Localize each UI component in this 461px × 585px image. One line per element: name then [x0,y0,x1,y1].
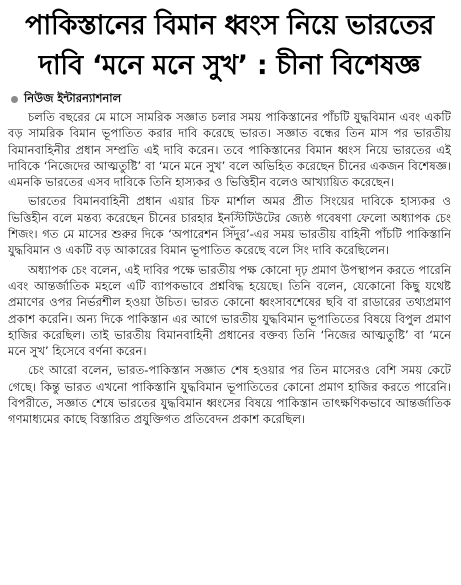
paragraph-1: চলতি বছরের মে মাসে সামরিক সজ্ঞাত চলার সময় পাকিস্তানের পাঁচটি যুদ্ধবিমান এবং একটি বড় সামরিক বিমান ভূপাতিত করার দাবি করেছে ভারত। সজ্ঞাত বন্ধের তিন মাস পর ভারতীয় বিমানবাহিনীর প্রধান সম্প্রতি এই দাবি করেন। তবে পাকিস্তানের বিমান ধ্বংস নিয়ে ভারতের এই দাবিকে ‘নিজেদের আত্মতুষ্টি’ বা ‘মনে মনে সুখ’ বলে অভিহিত করেছেন চীনের একজন বিশেষজ্ঞ। এমনকি ভারতের এসব দাবিকে তিনি হাস্যকর ও ভিত্তিহীন বলেও আখ্যায়িত করেছেন। [8,110,451,190]
paragraph-3: অধ্যাপক চেং বলেন, এই দাবির পক্ষে ভারতীয় পক্ষ কোনো দৃঢ় প্রমাণ উপস্থাপন করতে পারেনি এবং আন্তর্জাতিক মহলে এটি ব্যাপকভাবে প্রশ্নবিদ্ধ হয়েছে। তিনি বলেন, যেকোনো কিছু যথেষ্ট প্রমাণের ওপর নির্ভরশীল হওয়া উচিত। ভারত কোনো ধ্বংসাবশেষের ছবি বা রাডারের তথ্যপ্রমাণ প্রকাশ করেনি। অন্য দিকে পাকিস্তান এর আগে ভারতীয় যুদ্ধবিমান ভূপাতিতের বিষয়ে বিপুল প্রমাণ হাজির করেছিল। তাই ভারতীয় বিমানবাহিনী প্রধানের বক্তব্য তিনি ‘নিজের আত্মতুষ্টি’ বা ‘মনে মনে সুখ’ হিসেবে বর্ণনা করেন। [8,262,452,359]
headline-line-1: পাকিস্তানের বিমান ধ্বংস নিয়ে ভারতের [25,10,434,41]
byline-source: নিউজ ইন্টারন্যাশনাল [24,90,122,105]
byline [8,91,451,107]
headline-line-2: দাবি ‘মনে মনে সুখ’ : চীনা বিশেষজ্ঞ [38,50,421,81]
headline [8,6,451,86]
paragraph-2: ভারতের বিমানবাহিনী প্রধান এয়ার চিফ মার্শাল অমর প্রীত সিংয়ের দাবিকে হাস্যকর ও ভিত্তিহীন বলে মন্তব্য করেছেন চীনের চারহার ইনস্টিটিউটের জ্যেষ্ঠ গবেষণা ফেলো অধ্যাপক চেং শিজং। গত মে মাসের শুরুর দিকে ‘অপারেশন সিঁদুর’-এর সময় ভারতীয় বাহিনী পাঁচটি পাকিস্তানি যুদ্ধবিমান ও একটি বড় আকারের বিমান ভূপাতিত করেছে বলে সিং দাবি করেছিলেন। [8,194,451,258]
article-body [8,109,451,428]
bullet-icon [11,96,18,103]
paragraph-4: চেং আরো বলেন, ভারত-পাকিস্তান সজ্ঞাত শেষ হওয়ার পর তিন মাসেরও বেশি সময় কেটে গেছে। কিন্তু ভারত এখনো পাকিস্তানি যুদ্ধবিমান ভূপাতিতের কোনো প্রমাণ হাজির করতে পারেনি। বিপরীতে, সজ্ঞাত শেষে ভারতের যুদ্ধবিমান ধ্বংসের বিষয়ে পাকিস্তান তাৎক্ষণিকভাবে আন্তর্জাতিক গণমাধ্যমের কাছে বিস্তারিত প্রযুক্তিগত প্রতিবেদন প্রকাশ করেছিল। [8,363,451,427]
